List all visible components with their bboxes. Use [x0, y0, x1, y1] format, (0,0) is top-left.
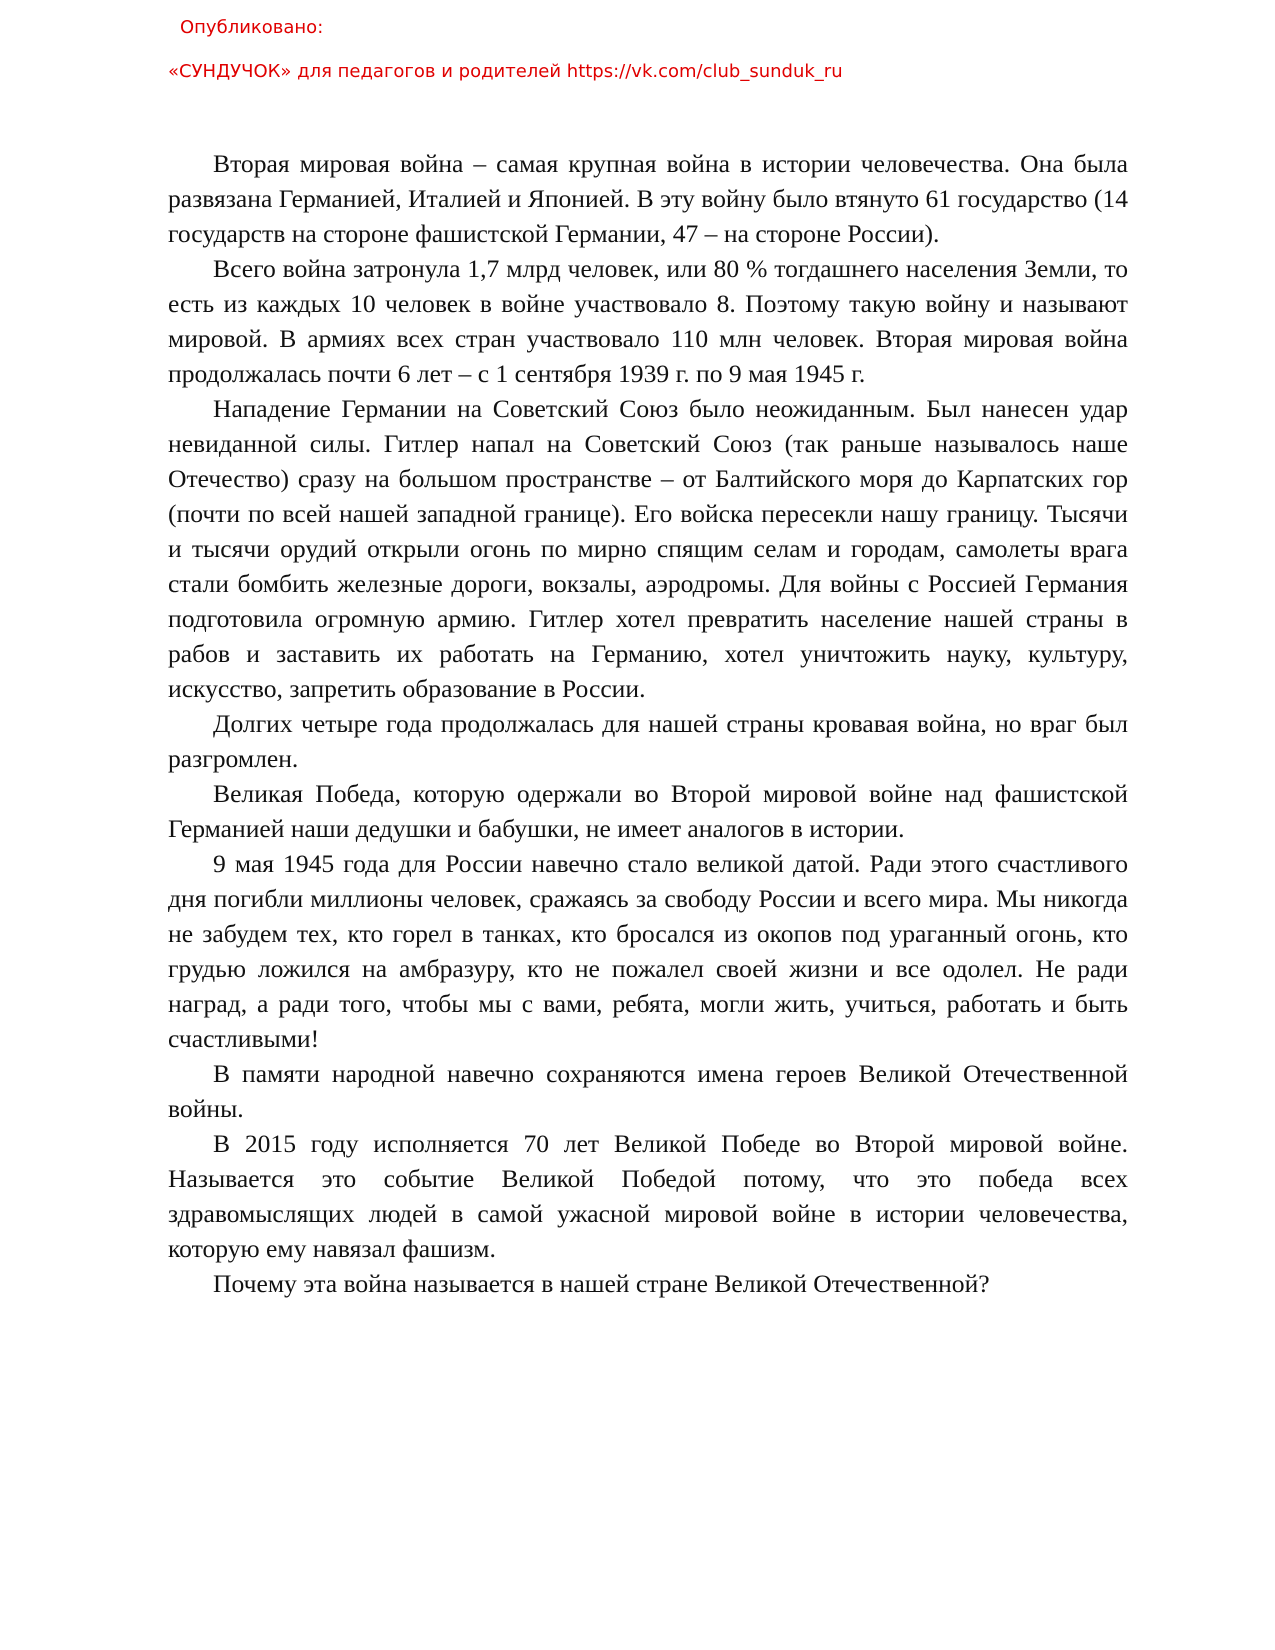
paragraph: Нападение Германии на Советский Союз было неожиданным. Был нанесен удар невиданной силы. Гитлер напал на Советский Союз (так раньше называлось наше Отечество) сразу на большом пространстве – от Балтийского моря до Карпатских гор (почти по всей нашей западной границе). Его войска пересекли нашу границу. Тысячи и тысячи орудий открыли огонь по мирно спящим селам и городам, самолеты врага стали бомбить железные дороги, вокзалы, аэродромы. Для войны с Россией Германия подготовила огромную армию. Гитлер хотел превратить население нашей страны в рабов и заставить их работать на Германию, хотел уничтожить науку, культуру, искусство, запретить образование в России.	[168, 394, 1128, 703]
source-link[interactable]: «СУНДУЧОК» для педагогов и родителей https://vk.com/club_sunduk_ru	[168, 61, 843, 82]
paragraph: Почему эта война называется в нашей стране Великой Отечественной?	[213, 1269, 990, 1298]
paragraph: Всего война затронула 1,7 млрд человек, или 80 % тогдашнего населения Земли, то есть из каждых 10 человек в войне участвовало 8. Поэтому такую войну и называют мировой. В армиях всех стран участвовало 110 млн человек. Вторая мировая война продолжалась почти 6 лет – с 1 сентября 1939 г. по 9 мая 1945 г.	[168, 254, 1128, 388]
paragraph: В 2015 году исполняется 70 лет Великой Победе во Второй мировой войне. Называется это событие Великой Победой потому, что это победа всех здравомыслящих людей в самой ужасной мировой войне в истории человечества, которую ему навязал фашизм.	[168, 1129, 1128, 1263]
paragraph: В памяти народной навечно сохраняются имена героев Великой Отечественной войны.	[168, 1059, 1128, 1123]
document-body	[168, 146, 1128, 1301]
paragraph: Вторая мировая война – самая крупная война в истории человечества. Она была развязана Германией, Италией и Японией. В эту войну было втянуто 61 государство (14 государств на стороне фашистской Германии, 47 – на стороне России).	[168, 149, 1128, 248]
published-label: Опубликовано:	[180, 17, 324, 38]
paragraph: 9 мая 1945 года для России навечно стало великой датой. Ради этого счастливого дня погибли миллионы человек, сражаясь за свободу России и всего мира. Мы никогда не забудем тех, кто горел в танках, кто бросался из окопов под ураганный огонь, кто грудью ложился на амбразуру, кто не пожалел своей жизни и все одолел. Не ради наград, а ради того, чтобы мы с вами, ребята, могли жить, учиться, работать и быть счастливыми!	[168, 849, 1128, 1053]
paragraph: Долгих четыре года продолжалась для нашей страны кровавая война, но враг был разгромлен.	[168, 709, 1128, 773]
paragraph: Великая Победа, которую одержали во Второй мировой войне над фашистской Германией наши дедушки и бабушки, не имеет аналогов в истории.	[168, 779, 1128, 843]
